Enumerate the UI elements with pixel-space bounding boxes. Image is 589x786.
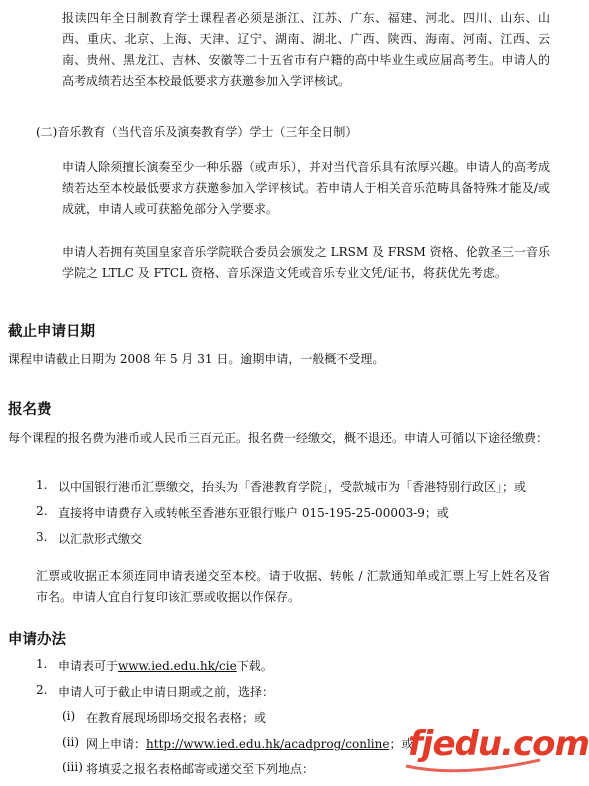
fee-item-text: 以中国银行港币汇票缴交，抬头为「香港教育学院」，受款城市为「香港特别行政区」；或 [58, 480, 527, 494]
intro-paragraph: 报读四年全日制教育学士课程者必须是浙江、江苏、广东、福建、河北、四川、山东、山西、重庆、北京、上海、天津、辽宁、湖南、湖北、广西、陕西、海南、河南、江西、云南、贵州、黑龙江、吉林、安徽等二十五省市有户籍的高中毕业生或应届高考生。申请人的高考成绩若达至本校最低要求方获邀参加入学评核试。 [62, 11, 550, 88]
apply-heading: 申请办法 [8, 632, 66, 648]
apply-sub-text: 在教育展现场即场交报名表格；或 [86, 711, 267, 725]
apply-item-1 [58, 657, 273, 674]
music-paragraph-1: 申请人除须擅长演奏至少一种乐器（或声乐），并对当代音乐具有浓厚兴趣。申请人的高考成绩若达至本校最低要求方获邀参加入学评核试。若申请人于相关音乐范畴具备特殊才能及/或成就，申请人或可获豁免部分入学要求。 [62, 160, 550, 216]
fee-note: 汇票或收据正本须连同申请表递交至本校。请于收据、转帐 / 汇款通知单或汇票上写上姓名及省市名。申请人宜自行复印该汇票或收据以作保存。 [36, 569, 550, 604]
apply-item-1-prefix: 申请表可于 [58, 659, 119, 673]
fee-item-number: 2. [36, 504, 48, 518]
fee-intro: 每个课程的报名费为港币或人民币三百元正。报名费一经缴交，概不退还。申请人可循以下途径缴费： [8, 431, 549, 445]
apply-item-1-suffix: 下载。 [236, 659, 273, 673]
fjedu-watermark-logo [400, 716, 589, 776]
fee-item-text: 以汇款形式缴交 [58, 532, 143, 546]
online-application-link[interactable]: http://www.ied.edu.hk/acadprog/conline [146, 737, 390, 751]
deadline-heading: 截止申请日期 [8, 324, 95, 340]
apply-sub-online [86, 735, 413, 752]
fee-item-number: 3. [36, 530, 48, 544]
apply-sub-number: (i) [62, 709, 76, 723]
fee-item-number: 1. [36, 478, 48, 492]
apply-sub-text: 将填妥之报名表格邮寄或递交至下列地点： [86, 762, 315, 776]
music-paragraph-2: 申请人若拥有英国皇家音乐学院联合委员会颁发之 LRSM 及 FRSM 资格、伦敦圣三一音乐学院之 LTLC 及 FTCL 资格、音乐深造文凭或音乐专业文凭/证书，将获优先考虑。 [62, 245, 550, 280]
cie-download-link[interactable]: www.ied.edu.hk/cie [118, 659, 237, 673]
music-section-title: (二)音乐教育（当代音乐及演奏教育学）学士（三年全日制） [36, 125, 358, 139]
apply-sub-number: (iii) [62, 760, 83, 774]
fee-item-text: 直接将申请费存入或转帐至香港东亚银行账户 015-195-25-00003-9；或 [58, 506, 449, 520]
apply-sub-suffix: ；或 [389, 737, 414, 751]
apply-sub-number: (ii) [62, 735, 80, 749]
apply-sub-text: 网上申请： [86, 737, 147, 751]
deadline-text: 课程申请截止日期为 2008 年 5 月 31 日。逾期申请，一般概不受理。 [8, 352, 385, 366]
fee-heading: 报名费 [8, 402, 52, 418]
apply-item-number: 1. [36, 657, 48, 671]
apply-item-number: 2. [36, 683, 48, 697]
apply-item-2: 申请人可于截止申请日期或之前，选择： [58, 685, 275, 699]
watermark-text: fjedu.com [408, 724, 589, 764]
